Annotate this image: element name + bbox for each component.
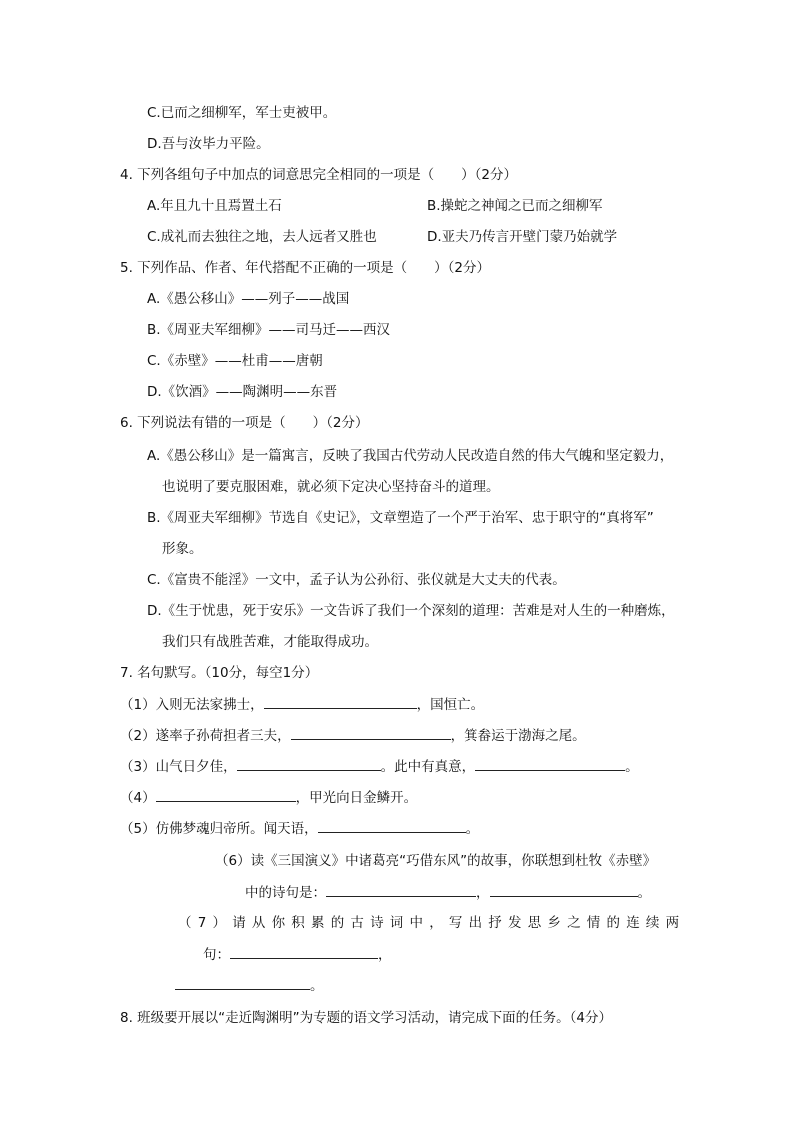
- q4-option-d: D.亚夫乃传言开壁门蒙乃始就学: [427, 229, 618, 245]
- q7-item-6-line2: [245, 882, 651, 903]
- q7-item-2-tail: ，箕畚运于渤海之尾。: [450, 728, 586, 744]
- answer-blank[interactable]: [326, 882, 476, 897]
- q5-option-b: B.《周亚夫军细柳》——司马迁——西汉: [147, 322, 391, 338]
- q7-item-4-text: （4）: [120, 790, 156, 806]
- q7-item-5-tail: 。: [465, 821, 480, 837]
- q7-item-6-text: 中的诗句是：: [245, 885, 326, 901]
- answer-blank[interactable]: [475, 756, 625, 771]
- q7-item-1-text: （1）入则无法家拂士，: [120, 697, 264, 713]
- q5-option-a: A.《愚公移山》——列子——战国: [147, 291, 350, 307]
- answer-blank[interactable]: [175, 975, 310, 990]
- answer-blank[interactable]: [291, 725, 451, 740]
- q7-item-3-tail: 。: [625, 759, 639, 775]
- q5-option-d: D.《饮酒》——陶渊明——东晋: [147, 384, 338, 400]
- q7-item-7-text: 句：: [203, 947, 230, 963]
- answer-blank[interactable]: [318, 818, 466, 833]
- q8-stem: 8. 班级要开展以“走近陶渊明”为专题的语文学习活动，请完成下面的任务。（4分）: [120, 1010, 612, 1026]
- q7-item-4: [120, 787, 417, 808]
- answer-blank[interactable]: [230, 944, 378, 959]
- q4-option-c: C.成礼而去独往之地，去人远者又胜也: [147, 229, 377, 245]
- q7-item-6-line1: （6）读《三国演义》中诸葛亮“巧借东风”的故事，你联想到杜牧《赤壁》: [215, 853, 657, 869]
- q7-item-7-tail: 。: [310, 978, 324, 994]
- q6-option-d-line1: D.《生于忧患，死于安乐》一文告诉了我们一个深刻的道理：苦难是对人生的一种磨炼，: [147, 603, 675, 619]
- answer-blank[interactable]: [237, 756, 381, 771]
- q7-item-5-text: （5）仿佛梦魂归帝所。闻天语，: [120, 821, 318, 837]
- q6-option-d-line2: 我们只有战胜苦难，才能取得成功。: [162, 634, 378, 650]
- answer-blank[interactable]: [156, 787, 296, 802]
- q6-option-b-line2: 形象。: [162, 541, 203, 557]
- q7-item-2-text: （2）遂率子孙荷担者三夫，: [120, 728, 291, 744]
- q3-option-c: C.已而之细柳军，军士吏被甲。: [147, 105, 337, 121]
- q7-item-3-mid: 。此中有真意，: [380, 759, 476, 775]
- q7-item-6-tail: 。: [637, 885, 651, 901]
- q4-stem: 4. 下列各组句子中加点的词意思完全相同的一项是（ ）（2分）: [120, 167, 518, 183]
- q7-item-4-tail: ，甲光向日金鳞开。: [295, 790, 418, 806]
- q6-stem: 6. 下列说法有错的一项是（ ）（2分）: [120, 415, 369, 431]
- answer-blank[interactable]: [264, 694, 417, 709]
- q3-option-d: D.吾与汝毕力平险。: [147, 136, 270, 152]
- answer-blank[interactable]: [490, 882, 638, 897]
- q6-option-c: C.《富贵不能淫》一文中，孟子认为公孙衍、张仪就是大丈夫的代表。: [147, 572, 566, 588]
- q7-item-2: [120, 725, 586, 746]
- q7-item-7-comma: ，: [378, 947, 392, 963]
- q4-option-a: A.年且九十且焉置土石: [147, 198, 282, 214]
- q6-option-a-line2: 也说明了要克服困难，就必须下定决心坚持奋斗的道理。: [162, 479, 500, 495]
- q7-item-1: [120, 694, 484, 715]
- q7-item-5: [120, 818, 479, 839]
- q7-item-7-line3: [175, 975, 324, 996]
- q7-item-3: [120, 756, 639, 777]
- q5-option-c: C.《赤壁》——杜甫——唐朝: [147, 353, 323, 369]
- q6-option-b-line1: B.《周亚夫军细柳》节选自《史记》，文章塑造了一个严于治军、忠于职守的“真将军”: [147, 510, 654, 526]
- q7-item-7-line2: [203, 944, 392, 965]
- q7-item-7-line1: （7）请从你积累的古诗词中，写出抒发思乡之情的连续两: [178, 915, 686, 931]
- q7-item-1-tail: ，国恒亡。: [416, 697, 485, 713]
- q7-item-6-comma: ，: [476, 885, 490, 901]
- q6-option-a-line1: A.《愚公移山》是一篇寓言，反映了我国古代劳动人民改造自然的伟大气魄和坚定毅力，: [147, 448, 674, 464]
- q7-stem: 7. 名句默写。（10分，每空1分）: [120, 665, 319, 681]
- q7-item-3-text: （3）山气日夕佳，: [120, 759, 237, 775]
- q4-option-b: B.操蛇之神闻之已而之细柳军: [427, 198, 603, 214]
- q5-stem: 5. 下列作品、作者、年代搭配不正确的一项是（ ）（2分）: [120, 260, 491, 276]
